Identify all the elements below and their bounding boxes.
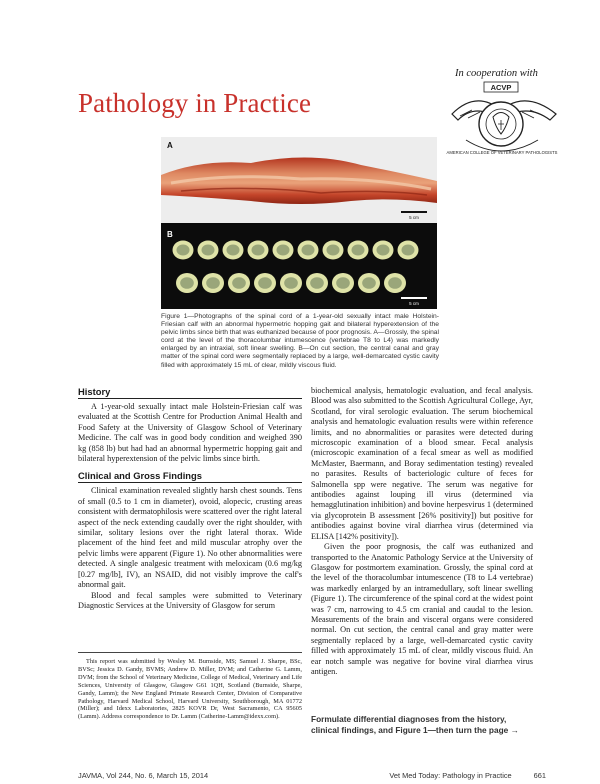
logo-acronym: ACVP: [490, 83, 512, 92]
journal-citation: JAVMA, Vol 244, No. 6, March 15, 2014: [78, 771, 209, 780]
cord-section-cavity: [176, 244, 189, 255]
cord-sections-row-2: [176, 273, 406, 293]
page-footer: [78, 771, 546, 780]
right-column: [311, 386, 533, 677]
cord-section-cavity: [351, 244, 364, 255]
cord-section-cavity: [258, 277, 272, 289]
cord-section-cavity: [376, 244, 389, 255]
section-name: Vet Med Today: Pathology in Practice: [389, 771, 512, 780]
cord-section-cavity: [301, 244, 314, 255]
logo-band-text: AMERICAN COLLEGE OF VETERINARY PATHOLOGISTS: [446, 150, 558, 155]
left-column: [78, 386, 302, 611]
figure-caption: Figure 1—Photographs of the spinal cord of a 1-year-old sexually intact male Holstein-Friesian calf with an abnormal hypermetric hopping gait and bilateral hyperextension of the pelvic limbs since birth that was euthanized because of poor prognosis. A—Grossly, the spinal cord at the level of the thoracolumbar intumescence (vertebrae T8 to L4) was markedly enlarged by an intraxial, soft linear swelling. B—On cut section, the central canal and gray matter of the spinal cord were segmentally replaced by a large, well-demarcated cystic cavity filled with approximately 15 mL of clear, mildly viscous fluid.: [161, 313, 439, 369]
clinical-paragraph-2: Blood and fecal samples were submitted to Veterinary Diagnostic Services at the University of Glasgow for serum: [78, 590, 302, 610]
cord-section-cavity: [226, 244, 239, 255]
acvp-logo: [446, 80, 562, 160]
cord-section-cavity: [310, 277, 324, 289]
panel-b-background: [161, 225, 437, 309]
cord-section-cavity: [201, 244, 214, 255]
spinal-cord-image: [161, 137, 437, 309]
cord-section-cavity: [251, 244, 264, 255]
clinical-findings-heading: Clinical and Gross Findings: [78, 470, 302, 483]
panel-b-label: B: [167, 230, 173, 239]
author-footnote: This report was submitted by Wesley M. Burnside, MS; Samuel J. Sharpe, BSc, BVSc; Jessica D. Gandy, BVMS; Andrew D. Miller, DVM; and Catherine G. Lamm, DVM; from the School of Veterinary Medicine, College of Medical, Veterinary and Life Sciences, University of Glasgow, Glasgow G61 1QH, Scotland (Burnside, Sharpe, Gandy, Lamm); the New England Primate Research Center, Division of Comparative Pathology, Harvard Medical School, Harvard University, Southborough, MA 01772 (Miller); and Idexx Laboratories, 2825 KOVR Dr, West Sacramento, CA 95605 (Lamm). Address correspondence to Dr. Lamm (Catherine-Lamm@idexx.com).: [78, 652, 302, 721]
page-title: Pathology in Practice: [78, 88, 312, 118]
panel-a-label: A: [167, 141, 173, 150]
clinical-paragraph-1: Clinical examination revealed slightly harsh chest sounds. Tens of small (0.5 to 1 cm in diameter), ovoid, alopecic, crusting areas consistent with dermatophilosis were scattered over the right lateral aspect of the neck extending caudally over the right shoulder, with similar, solitary lesions over the right lateral thorax. Wide placement of the hind feet and mild muscular atrophy over the pelvic limbs were apparent (Figure 1). No other abnormalities were detected. A single analgesic treatment with meloxicam (0.6 mg/kg [0.27 mg/lb], IV), an NSAID, did not visibly improve the calf's abnormal gait.: [78, 486, 302, 590]
page-number: 661: [533, 771, 546, 780]
cord-section-cavity: [388, 277, 402, 289]
scale-bar-b: [401, 297, 427, 299]
cord-section-cavity: [232, 277, 246, 289]
cord-section-cavity: [401, 244, 414, 255]
scale-label-a: 5 cm: [409, 215, 419, 220]
cord-section-cavity: [326, 244, 339, 255]
cord-section-cavity: [276, 244, 289, 255]
scale-bar-a: [401, 211, 427, 213]
cord-section-cavity: [336, 277, 350, 289]
postmortem-paragraph: Given the poor prognosis, the calf was euthanized and transported to the Anatomic Pathology Service at the University of Glasgow for postmortem examination. Grossly, the spinal cord at the level of the thoracolumbar intumescence (T8 to L4 vertebrae) was markedly enlarged by an intramedullary, soft linear swelling (Figure 1). The circumference of the spinal cord at the widest point was 7 cm, narrowing to 4.5 cm cranial and caudal to the lesion. Measurements of the brain and visceral organs were considered normal. On cut section, the central canal and gray matter were segmentally replaced by a large, well-demarcated cystic cavity filled with approximately 15 mL of clear, mildly viscous fluid. An ear notch sample was negative for bovine viral diarrhea virus antigen.: [311, 542, 533, 676]
differential-diagnosis-prompt: Formulate differential diagnoses from the history, clinical findings, and Figure 1—then turn the page →: [311, 714, 519, 735]
figure-1-photographs: [161, 137, 437, 309]
scale-label-b: 5 cm: [409, 301, 419, 306]
cord-section-cavity: [362, 277, 376, 289]
analysis-paragraph: biochemical analysis, hematologic evaluation, and fecal analysis. Blood was also submitted to the Scottish Agricultural College, Ayr, Scotland, for viral serologic evaluation. The serum biochemical analysis and hematologic evaluation results were within reference limits, and no abnormalities or parasites were detected during microscopic examination of a blood smear. Fecal analysis (microscopic examination of a fecal smear as well as modified McMaster, Baermann, and Boray sedimentation testing) revealed no parasites. Results of bacteriologic culture of feces for Salmonella spp were negative. The serum was negative for antibodies against louping ill virus (determined via hemagglutination inhibition) and bovine herpesvirus 1 (determined via glycoprotein B assessment [26% positivity]) but positive for antibodies against bovine viral diarrhea virus (determined via ELISA [142% positivity]).: [311, 386, 533, 541]
history-heading: History: [78, 386, 302, 399]
history-paragraph: A 1-year-old sexually intact male Holstein-Friesian calf was evaluated at the Scottish Centre for Production Animal Health and Food Safety at the University of Glasgow School of Veterinary Medicine. The calf was in good body condition and weighed 390 kg (858 lb) but had had an abnormal hypermetric hopping gait and bilateral hyperextension of the pelvic limbs since birth.: [78, 402, 302, 464]
cord-section-cavity: [180, 277, 194, 289]
cord-section-cavity: [284, 277, 298, 289]
cord-section-cavity: [206, 277, 220, 289]
acvp-seal-icon: [446, 80, 562, 160]
cooperation-label: In cooperation with: [455, 68, 538, 79]
